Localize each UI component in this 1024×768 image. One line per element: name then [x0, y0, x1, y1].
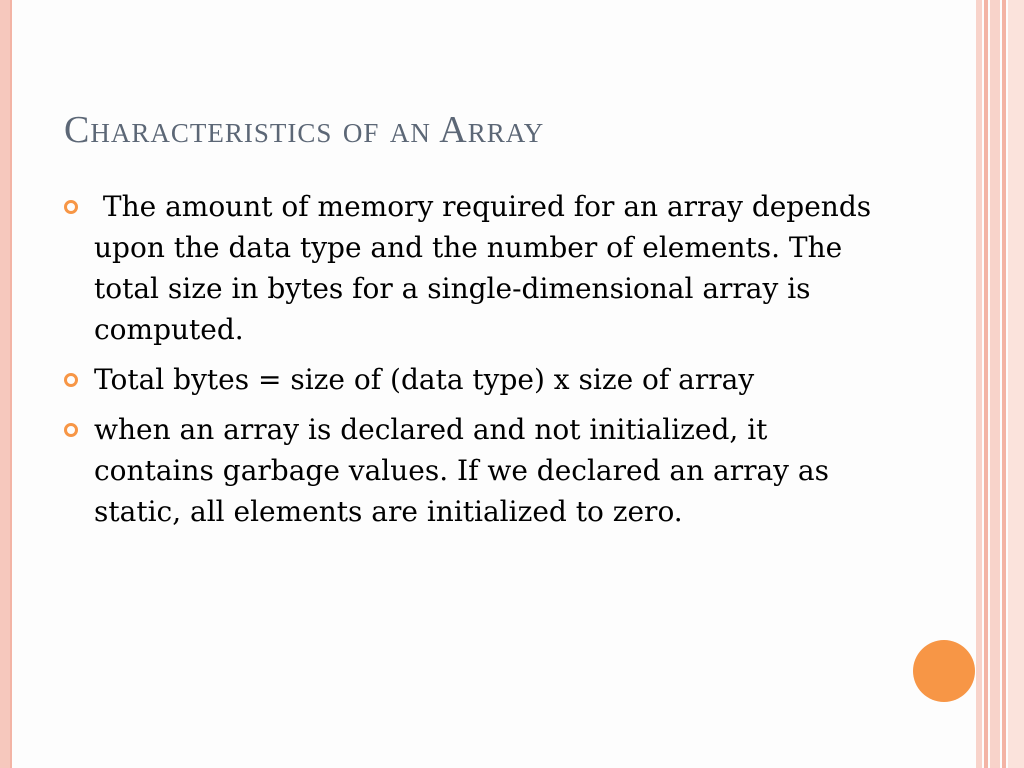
bullet-text: Total bytes = size of (data type) x size of array — [94, 363, 755, 396]
right-stripe — [1008, 0, 1024, 768]
bullet-list — [64, 186, 884, 541]
hollow-circle-bullet-icon — [64, 200, 78, 214]
bullet-text: The amount of memory required for an array depends upon the data type and the number of elements. The total size in bytes for a single-dimensional array is computed. — [94, 190, 881, 346]
right-stripe — [1002, 0, 1006, 768]
right-stripe — [990, 0, 1000, 768]
list-item — [64, 186, 884, 350]
right-stripe — [984, 0, 988, 768]
hollow-circle-bullet-icon — [64, 423, 78, 437]
orange-circle-decoration — [913, 640, 975, 702]
list-item — [64, 409, 884, 532]
bullet-text: when an array is declared and not initialized, it contains garbage values. If we declared an array as static, all elements are initialized to zero. — [94, 413, 829, 528]
right-stripe — [976, 0, 982, 768]
left-border-line — [10, 0, 12, 768]
left-border-decoration — [0, 0, 10, 768]
right-stripes-decoration — [976, 0, 1024, 768]
list-item — [64, 359, 884, 400]
hollow-circle-bullet-icon — [64, 373, 78, 387]
slide-title: Characteristics of an Array — [64, 109, 545, 151]
